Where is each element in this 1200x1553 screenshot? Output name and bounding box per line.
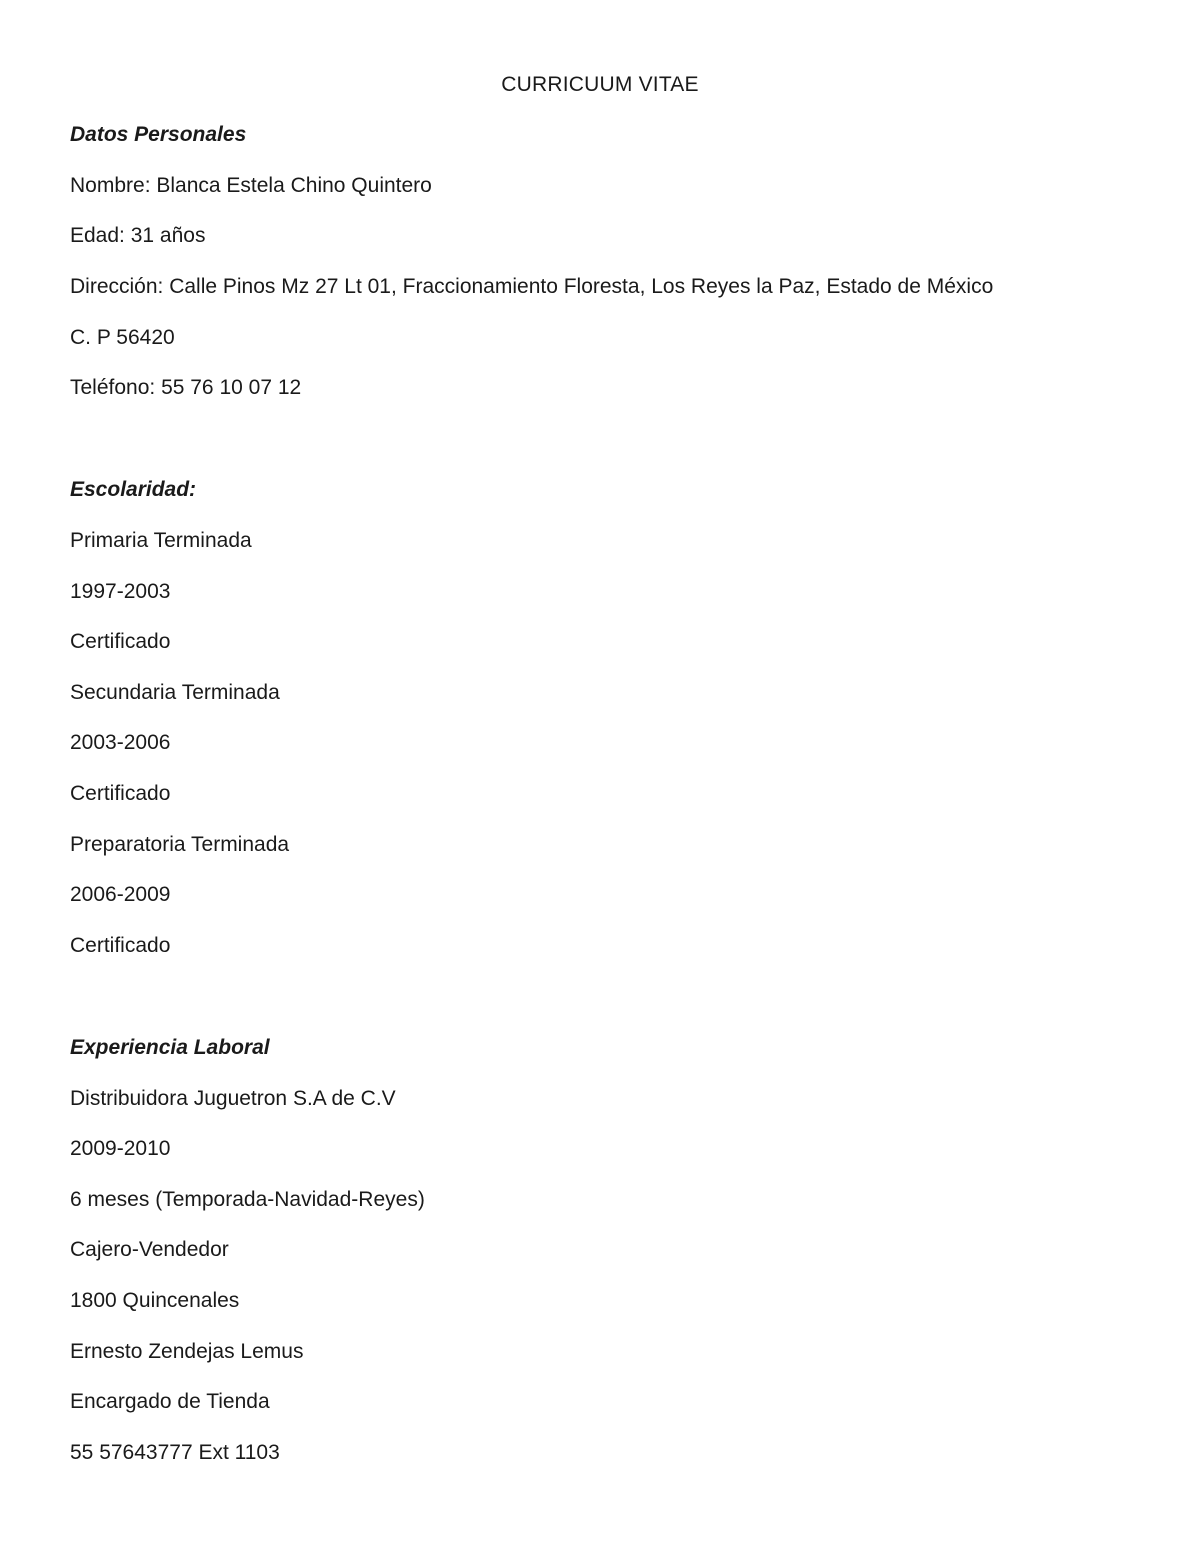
education-line: Primaria Terminada xyxy=(70,529,252,552)
education-line: 2006-2009 xyxy=(70,883,171,906)
personal-age: Edad: 31 años xyxy=(70,224,206,247)
experience-line: 6 meses (Temporada-Navidad-Reyes) xyxy=(70,1188,425,1211)
education-line: Certificado xyxy=(70,782,171,805)
education-line: Certificado xyxy=(70,934,171,957)
education-line: Certificado xyxy=(70,630,171,653)
education-line: Preparatoria Terminada xyxy=(70,833,290,856)
experience-line: Distribuidora Juguetron S.A de C.V xyxy=(70,1087,396,1110)
experience-line: 2009-2010 xyxy=(70,1137,171,1160)
education-heading: Escolaridad: xyxy=(70,478,197,501)
personal-postal-code: C. P 56420 xyxy=(70,326,175,349)
education-line: 1997-2003 xyxy=(70,580,171,603)
experience-line: 1800 Quincenales xyxy=(70,1289,240,1312)
experience-line: Encargado de Tienda xyxy=(70,1390,270,1413)
experience-line: Ernesto Zendejas Lemus xyxy=(70,1340,304,1363)
personal-address: Dirección: Calle Pinos Mz 27 Lt 01, Fraccionamiento Floresta, Los Reyes la Paz, Estado de México xyxy=(70,275,994,298)
personal-heading: Datos Personales xyxy=(70,123,247,146)
experience-heading: Experiencia Laboral xyxy=(70,1036,270,1059)
personal-phone: Teléfono: 55 76 10 07 12 xyxy=(70,376,302,399)
personal-name: Nombre: Blanca Estela Chino Quintero xyxy=(70,174,432,197)
experience-line: 55 57643777 Ext 1103 xyxy=(70,1441,280,1464)
document-title: CURRICUUM VITAE xyxy=(501,73,699,96)
experience-line: Cajero-Vendedor xyxy=(70,1238,229,1261)
education-line: Secundaria Terminada xyxy=(70,681,280,704)
education-line: 2003-2006 xyxy=(70,731,171,754)
